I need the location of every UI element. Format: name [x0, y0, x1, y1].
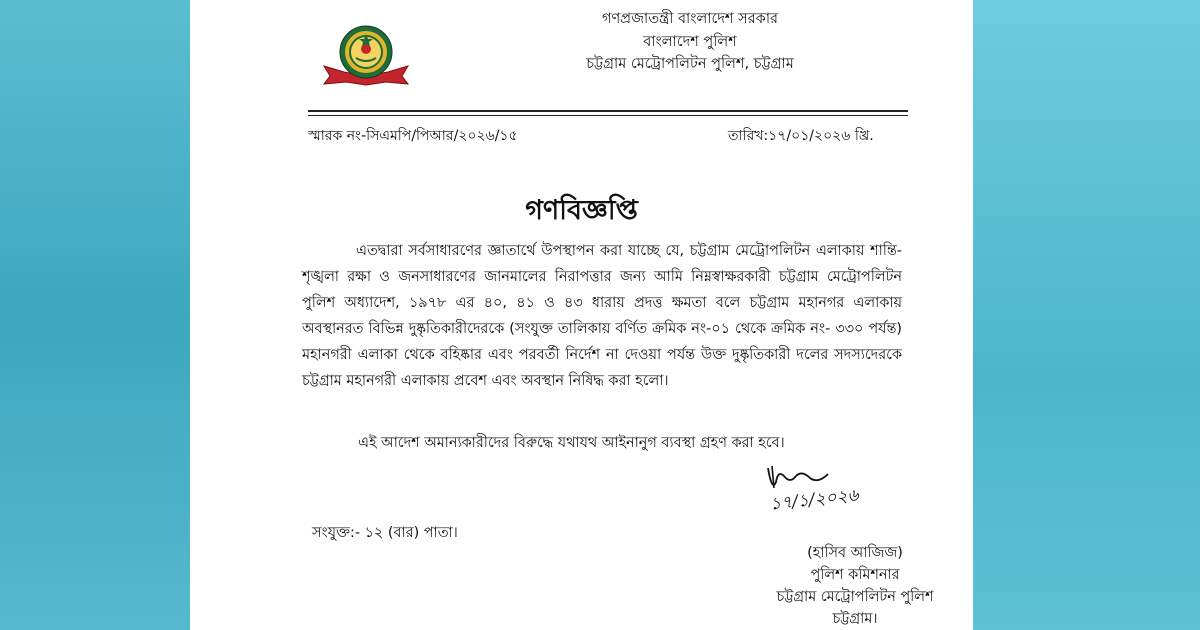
notice-paragraph-2: এই আদেশ অমান্যকারীদের বিরুদ্ধে যথাযথ আইনানুগ ব্যবস্থা গ্রহণ করা হবে।	[358, 435, 785, 451]
header-divider-thin	[308, 115, 908, 116]
background-right	[973, 0, 1200, 630]
notice-paragraph-1: এতদ্বারা সর্বসাধারণের জ্ঞাতার্থে উপস্থাপন করা যাচ্ছে যে, চট্টগ্রাম মেট্রোপলিটন এলাকায় শান্তি-শৃঙ্খলা রক্ষা ও জনসাধারণের জানমালের নিরাপত্তার জন্য আমি নিম্নস্বাক্ষরকারী চট্টগ্রাম মেট্রোপলিটন পুলিশ অধ্যাদেশ, ১৯৭৮ এর ৪০, ৪১ ও ৪৩ ধারায় প্রদত্ত ক্ষমতা বলে চট্টগ্রাম মহানগর এলাকায় অবস্থানরত বিভিন্ন দুষ্কৃতিকারীদেরকে (সংযুক্ত তালিকায় বর্ণিত ক্রমিক নং-০১ থেকে ক্রমিক নং- ৩৩০ পর্যন্ত) মহানগরী এলাকা থেকে বহিষ্কার এবং পরবর্তী নির্দেশ না দেওয়া পর্যন্ত উক্ত দুষ্কৃতিকারী দলের সদস্যদেরকে চট্টগ্রাম মহানগরী এলাকায় প্রবেশ এবং অবস্থান নিষিদ্ধ করা হলো।	[302, 243, 902, 389]
signatory-designation: পুলিশ কমিশনার	[810, 567, 900, 583]
signatory-office: চট্টগ্রাম মেট্রোপলিটন পুলিশ	[776, 589, 934, 605]
memo-date: তারিখ:১৭/০১/২০২৬ খ্রি.	[728, 128, 874, 144]
header-police: বাংলাদেশ পুলিশ	[643, 34, 737, 50]
header-office: চট্টগ্রাম মেট্রোপলিটন পুলিশ, চট্টগ্রাম	[586, 56, 794, 72]
signatory-name: (হাসিব আজিজ)	[807, 545, 903, 561]
signature-block	[750, 542, 960, 630]
background-left	[0, 0, 190, 630]
signature-date: ১৭/১/২০২৬	[769, 485, 860, 515]
memo-ref: স্মারক নং-সিএমপি/পিআর/২০২৬/১৫	[308, 128, 518, 144]
enclosure-note: সংযুক্ত:- ১২ (বার) পাতা।	[312, 525, 458, 541]
header-govt: গণপ্রজাতন্ত্রী বাংলাদেশ সরকার	[601, 11, 778, 27]
police-emblem-icon	[318, 22, 414, 88]
notice-document	[190, 0, 973, 630]
signatory-city: চট্টগ্রাম।	[832, 611, 878, 627]
header-divider	[308, 110, 908, 112]
notice-title: গণবিজ্ঞপ্তি	[525, 195, 638, 226]
